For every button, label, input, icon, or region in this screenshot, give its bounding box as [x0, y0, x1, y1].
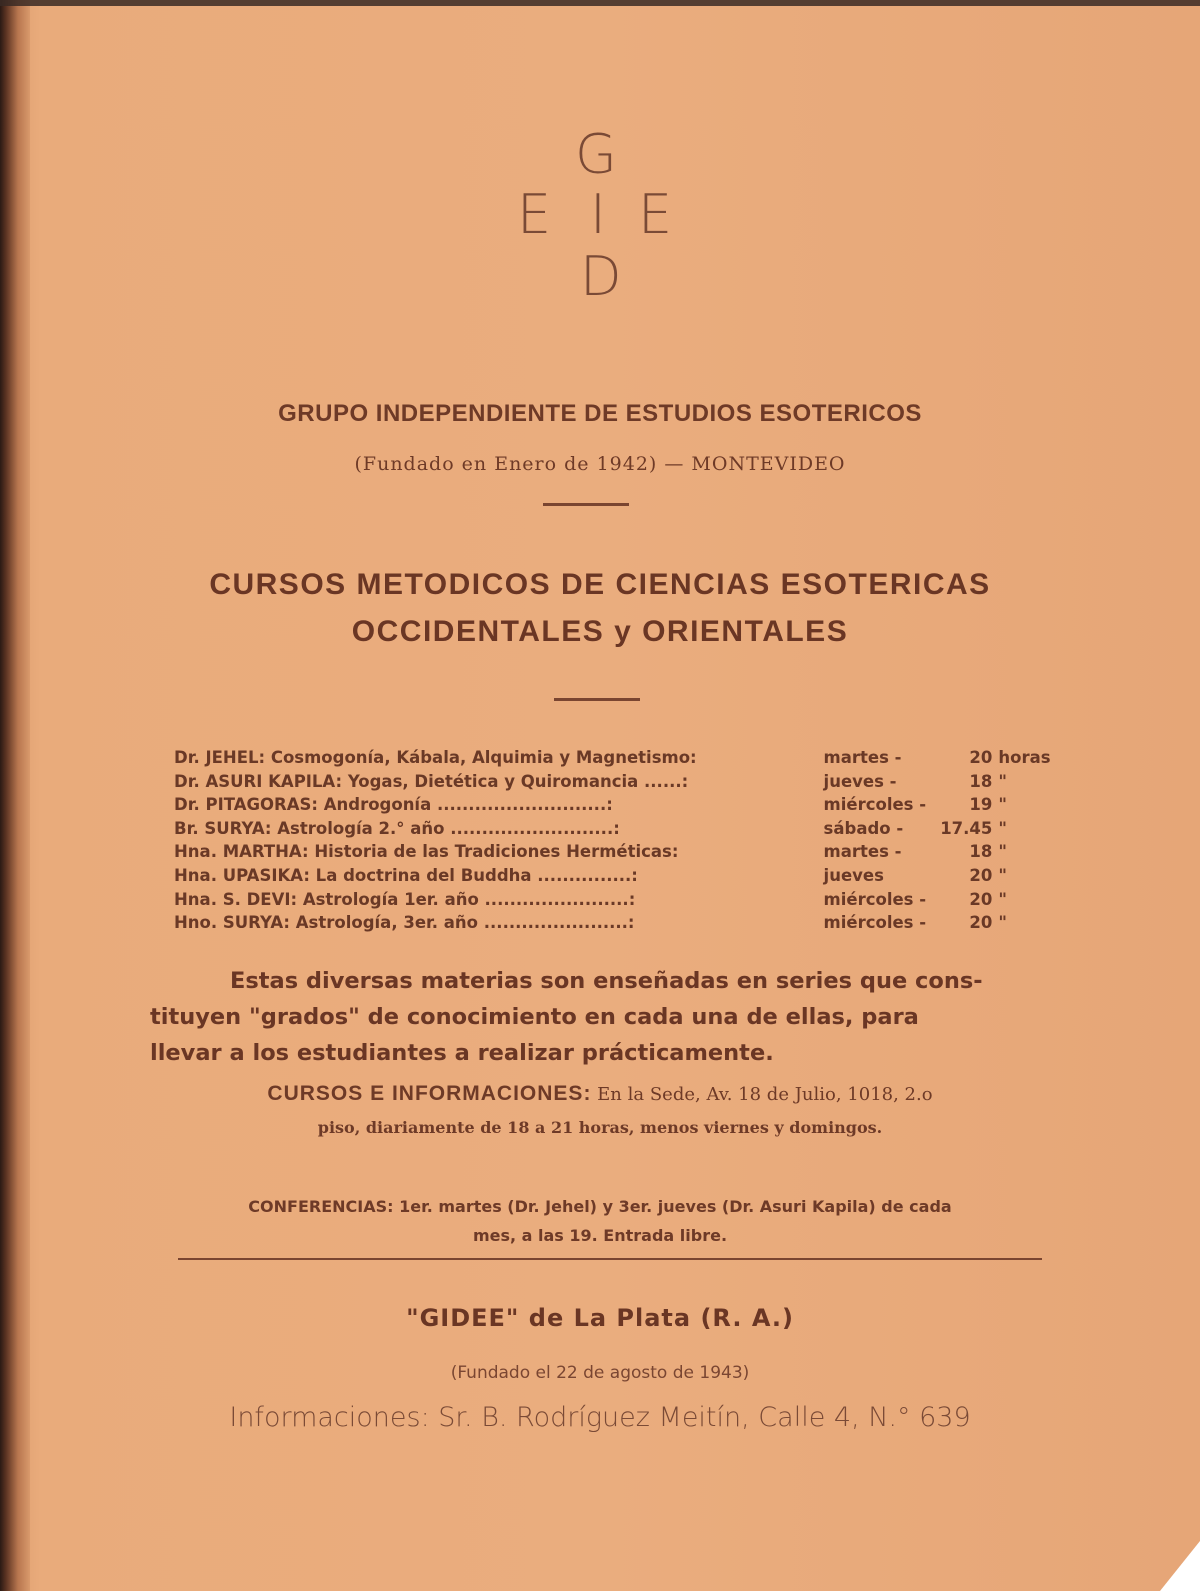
course-time: 18	[969, 771, 993, 791]
course-name: Hna. UPASIKA: La doctrina del Buddha ...............:	[174, 865, 638, 885]
page-top-edge	[0, 0, 1200, 6]
course-row	[174, 746, 1054, 770]
course-day: miércoles -	[823, 889, 927, 909]
course-unit: "	[998, 771, 1007, 791]
course-time: 20	[969, 913, 993, 933]
course-name: Dr. ASURI KAPILA: Yogas, Dietética y Quiromancia ......:	[174, 771, 689, 791]
course-unit: "	[998, 865, 1007, 885]
course-name: Hna. MARTHA: Historia de las Tradiciones Herméticas:	[174, 842, 679, 862]
course-day: sábado -	[823, 818, 904, 838]
cursos-info-text: En la Sede, Av. 18 de Julio, 1018, 2.o	[597, 1084, 933, 1105]
course-unit: horas	[998, 748, 1051, 767]
gidee-title: "GIDEE" de La Plata (R. A.)	[406, 1304, 794, 1332]
course-row	[174, 817, 1054, 841]
course-time: 17.45	[940, 818, 993, 838]
page-title-line2: OCCIDENTALES y ORIENTALES	[351, 615, 849, 648]
course-row	[174, 840, 1054, 864]
course-name: Hna. S. DEVI: Astrología 1er. año .......................:	[174, 889, 636, 909]
course-time: 19	[969, 795, 993, 815]
course-name: Dr. PITAGORAS: Androgonía ...........................:	[174, 795, 613, 815]
logo-letter-center: I	[590, 183, 606, 246]
gied-logo	[510, 123, 690, 308]
course-row	[174, 888, 1054, 912]
course-day: martes -	[823, 748, 902, 767]
course-row	[174, 911, 1054, 935]
divider	[543, 503, 629, 506]
conferencias-line1: CONFERENCIAS: 1er. martes (Dr. Jehel) y 3er. jueves (Dr. Asuri Kapila) de cada	[248, 1197, 952, 1216]
logo-letter-left: E	[517, 183, 552, 246]
course-unit: "	[998, 795, 1007, 815]
conferencias-line2: mes, a las 19. Entrada libre.	[472, 1226, 728, 1245]
course-day: jueves -	[823, 771, 897, 791]
logo-letter-bottom: D	[580, 245, 622, 308]
course-unit: "	[998, 889, 1007, 909]
course-time: 20	[969, 865, 993, 885]
course-time: 20	[969, 889, 993, 909]
course-day: miércoles -	[823, 913, 927, 933]
course-row	[174, 864, 1054, 888]
divider	[554, 698, 640, 701]
course-day: martes -	[823, 842, 902, 862]
page-title-line1: CURSOS METODICOS DE CIENCIAS ESOTERICAS	[209, 568, 991, 601]
description-line: tituyen "grados" de conocimiento en cada una de ellas, para	[150, 1004, 919, 1030]
logo-letter-top: G	[575, 123, 617, 186]
course-name: Br. SURYA: Astrología 2.° año ..........................:	[174, 818, 620, 838]
course-row	[174, 770, 1054, 794]
org-name: GRUPO INDEPENDIENTE DE ESTUDIOS ESOTERICOS	[278, 400, 922, 427]
description-line: Estas diversas materias son enseñadas en series que cons-	[230, 968, 983, 994]
cursos-info	[0, 1082, 1200, 1106]
page-corner	[1160, 1541, 1200, 1591]
course-day: jueves	[823, 865, 884, 885]
course-unit: "	[998, 842, 1007, 862]
course-name: Dr. JEHEL: Cosmogonía, Kábala, Alquimia y Magnetismo:	[174, 748, 697, 767]
org-founded: (Fundado en Enero de 1942) — MONTEVIDEO	[354, 453, 846, 475]
course-unit: "	[998, 818, 1007, 838]
course-time: 20	[969, 748, 993, 767]
course-day: miércoles -	[823, 795, 927, 815]
cursos-info-line2: piso, diariamente de 18 a 21 horas, menos viernes y domingos.	[317, 1118, 883, 1137]
course-unit: "	[998, 913, 1007, 933]
gidee-founded: (Fundado el 22 de agosto de 1943)	[450, 1363, 750, 1383]
course-row	[174, 793, 1054, 817]
course-name: Hno. SURYA: Astrología, 3er. año .......................:	[174, 913, 635, 933]
course-schedule	[174, 746, 1054, 935]
logo-letter-right: E	[638, 183, 673, 246]
description-line: llevar a los estudiantes a realizar prácticamente.	[150, 1040, 774, 1066]
description-paragraph	[150, 963, 1030, 1071]
course-time: 18	[969, 842, 993, 862]
cursos-info-label: CURSOS E INFORMACIONES:	[267, 1082, 592, 1105]
book-binding	[0, 0, 30, 1591]
divider	[178, 1258, 1042, 1260]
gidee-info: Informaciones: Sr. B. Rodríguez Meitín, Calle 4, N.° 639	[229, 1402, 971, 1433]
